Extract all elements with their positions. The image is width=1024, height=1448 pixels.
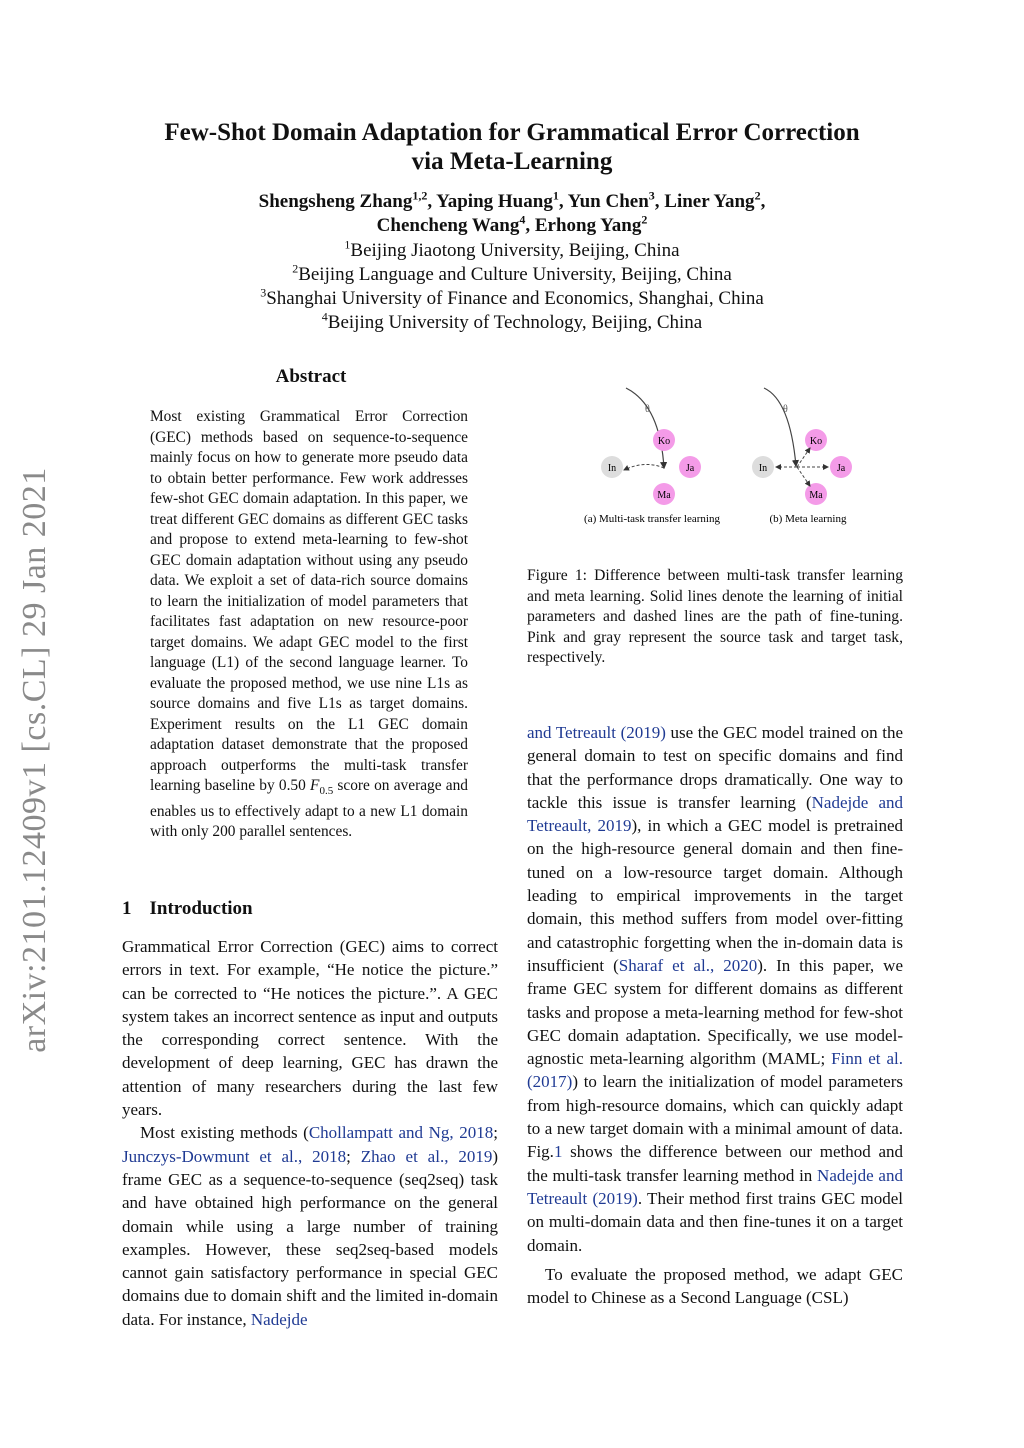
theta-label: θ (783, 404, 788, 415)
section-heading (122, 898, 253, 920)
paper-title (100, 118, 924, 176)
author-affil-sup: 4 (519, 212, 526, 227)
author-name: Yaping Huang (436, 191, 553, 212)
affiliation-list (100, 239, 924, 335)
affiliation-text: Beijing Language and Culture University, Beijing, China (298, 264, 732, 285)
abstract-heading: Abstract (275, 366, 347, 387)
section-number: 1 (122, 898, 132, 919)
author-line-1 (100, 190, 924, 214)
figure-1 (560, 380, 900, 540)
adapt-path-ma (797, 467, 810, 486)
figure-1-diagram (560, 380, 900, 540)
intro-right-column (527, 721, 903, 1309)
panel-b (752, 388, 852, 525)
paragraph: Grammatical Error Correction (GEC) aims to correct errors in text. For example, “He notice the picture.” can be corrected to “He notices the picture.”. A GEC system takes an incorrect sentence as input and outputs the corresponding correct sentence. With the development of deep learning, GEC has drawn the attention of many researchers during the last few years. (122, 937, 498, 1120)
author-affil-sup: 1 (552, 188, 559, 203)
author-affil-sup: 2 (641, 212, 648, 227)
intro-left-column (122, 935, 498, 1331)
affiliation-text: Beijing Jiaotong University, Beijing, China (350, 240, 680, 261)
affiliation (100, 239, 924, 263)
text: ). In this paper, we frame GEC system for different domains as different tasks and propose a meta-learning method for few-shot GEC domain adaptation. Specifically, we use model-agnostic meta-learning algorithm (MAML; (527, 955, 903, 1069)
author-name: Chencheng Wang (376, 215, 520, 236)
arxiv-id: arXiv:2101.12409v1 [cs.CL] 29 Jan 2021 (16, 467, 53, 1053)
node-in-label: In (607, 463, 617, 474)
node-ja-label: Ja (685, 463, 695, 474)
abstract-text: Most existing Grammatical Error Correction (GEC) methods based on sequence-to-sequence mainly focus on how to generate more pseudo data to obtain better performance. Few work addresses few-shot GEC domain adaptation. In this paper, we treat different GEC domains as different GEC tasks and propose to extend meta-learning to few-shot GEC domain adaptation without using any pseudo data. We exploit a set of data-rich source domains to learn the initialization of model parameters that facilitates fast adaptation on new resource-poor target domains. We adapt GEC model to the first language (L1) of the second language learner. To evaluate the proposed method, we use nine L1s as source domains and five L1s as target domains. Experiment results on the L1 GEC domain adaptation dataset demonstrate that the proposed approach outperforms the multi-task transfer learning baseline by 0.50 (150, 408, 468, 794)
text: shows the difference between our method and the multi-task transfer learning method in (527, 1142, 903, 1185)
figure-ref-link[interactable]: 1 (553, 1142, 563, 1162)
affiliation-text: Shanghai University of Finance and Economics, Shanghai, China (266, 288, 764, 309)
author-sep: , (525, 215, 535, 236)
affiliation-sup: 4 (321, 309, 328, 324)
affiliation-text: Beijing University of Technology, Beijing, China (327, 312, 703, 333)
finetune-path (624, 464, 664, 470)
citation-link[interactable]: Sharaf et al., 2020 (618, 955, 758, 975)
citation-link[interactable]: Nadejde (250, 1309, 308, 1329)
metric-subscript: 0.5 (319, 785, 334, 798)
citation-link[interactable]: Junczys-Dowmunt et al., 2018 (122, 1146, 347, 1166)
paragraph (122, 1121, 498, 1331)
affiliation-sup: 2 (292, 261, 299, 276)
text: ; (493, 1123, 498, 1143)
citation-link[interactable]: Zhao et al., 2019 (360, 1146, 493, 1166)
affiliation (100, 287, 924, 311)
author-name: Liner Yang (664, 191, 755, 212)
author-line-2 (100, 214, 924, 238)
learning-path (626, 388, 664, 468)
metric-symbol: F (310, 777, 320, 794)
citation-link[interactable]: Chollampatt and Ng, 2018 (308, 1123, 494, 1143)
affiliation-sup: 3 (260, 285, 267, 300)
author-sep: , (760, 191, 766, 212)
affiliation (100, 263, 924, 287)
author-affil-sup: 3 (648, 188, 655, 203)
citation-link[interactable]: and Tetreault (527, 723, 616, 742)
author-name: Erhong Yang (534, 215, 642, 236)
citation-year-link[interactable]: (2019) (620, 723, 666, 742)
text: . Their method first trains GEC model on multi-domain data and then fine-tunes it on a target domain. (527, 1188, 904, 1255)
figure-caption: Figure 1: Difference between multi-task transfer learning and meta learning. Solid lines denote the learning of initial parameters and dashed lines are the path of fine-tuning. Pink and gray represent the source task and target task, respectively. (527, 567, 903, 666)
author-sep: , (558, 191, 568, 212)
node-ja-label: Ja (836, 463, 846, 474)
node-ma-label: Ma (809, 490, 823, 501)
section-title: Introduction (149, 898, 253, 919)
author-affil-sup: 1,2 (412, 188, 428, 203)
affiliation (100, 311, 924, 335)
author-sep: , (654, 191, 665, 212)
author-affil-sup: 2 (754, 188, 761, 203)
title-line-2: via Meta-Learning (411, 148, 613, 175)
paragraph: To evaluate the proposed method, we adapt GEC model to Chinese as a Second Language (CSL) (527, 1264, 903, 1308)
citation-link[interactable]: Finn et al. (831, 1049, 903, 1069)
meta-learning-path (764, 388, 796, 466)
paragraph (527, 721, 903, 1257)
author-name: Shengsheng Zhang (258, 191, 413, 212)
text: use the GEC model trained on the general domain to test on specific domains and find that the performance drops dramatically. One way to tackle this issue is transfer learning ( (527, 723, 904, 812)
abstract-body (150, 407, 468, 843)
text: ) frame GEC as a sequence-to-sequence (seq2seq) task and have obtained high performance on the general domain while using a large number of training examples. However, these seq2seq-based models cannot gain satisfactory performance in special GEC domains due to domain shift and the limited in-domain data. For instance, (122, 1146, 498, 1329)
theta-label: θ (645, 404, 650, 415)
subfigure-a-label: (a) Multi-task transfer learning (584, 513, 720, 525)
arxiv-sidebar-stamp (10, 465, 60, 1055)
citation-year-link[interactable]: (2019) (592, 1188, 638, 1208)
author-sep: , (427, 191, 437, 212)
affiliation-sup: 1 (344, 237, 351, 252)
text: Most existing methods ( (140, 1123, 309, 1143)
panel-a (584, 388, 720, 525)
title-line-1: Few-Shot Domain Adaptation for Grammatical Error Correction (164, 119, 860, 146)
abstract-text: score on average and enables us to effectively adapt to a new L1 domain with only 200 parallel sentences. (150, 777, 468, 841)
text: ) to learn the initialization of model parameters from high-resource domains, which can quickly adapt to a new target domain with a minimal amount of data. Fig. (527, 1072, 903, 1162)
citation-year-link[interactable]: (2017) (527, 1072, 573, 1092)
adapt-path-ko (797, 448, 810, 467)
node-ko-label: Ko (657, 436, 671, 447)
author-list (100, 190, 924, 238)
subfigure-b-label: (b) Meta learning (769, 513, 847, 525)
node-ko-label: Ko (809, 436, 823, 447)
node-ma-label: Ma (657, 490, 671, 501)
author-name: Yun Chen (567, 191, 649, 212)
citation-link[interactable]: Nadejde and Tetreault, 2019 (527, 792, 903, 836)
node-in-label: In (758, 463, 768, 474)
text: ), in which a GEC model is pretrained on the high-resource general domain and then fine-tuned on a low-resource target domain. Although leading to empirical improvements in the target domain, this method suffers from model over-fitting and catastrophic forgetting when the in-domain data is insufficient ( (527, 816, 903, 975)
citation-link[interactable]: Nadejde and Tetreault (527, 1165, 903, 1208)
text: ; (346, 1146, 361, 1166)
